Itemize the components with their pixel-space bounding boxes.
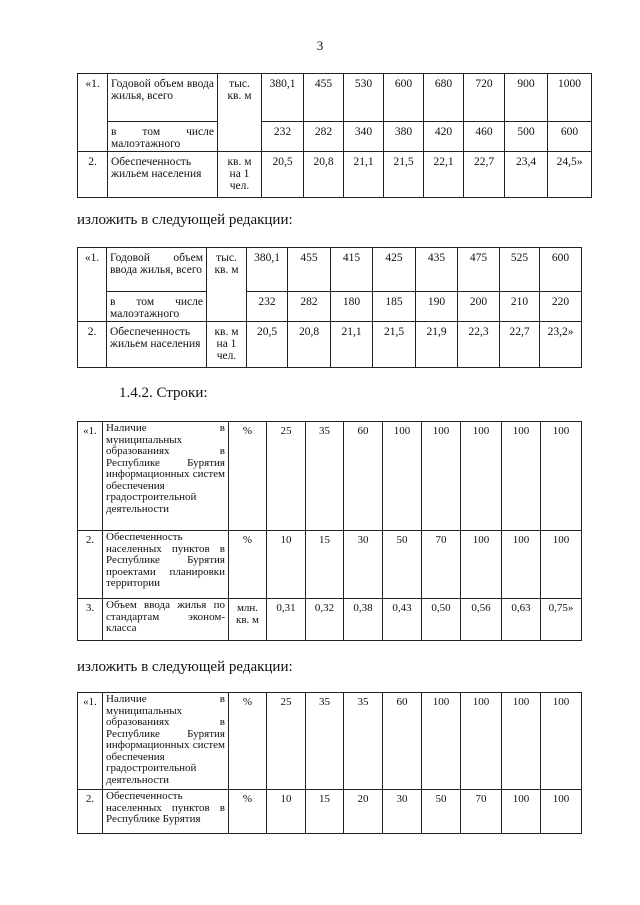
cell-value: 0,43 xyxy=(383,599,422,641)
cell-value: 0,31 xyxy=(267,599,306,641)
replace-heading-1: изложить в следующей редакции: xyxy=(77,212,293,228)
cell-value: 22,1 xyxy=(424,152,464,198)
row-name: Обеспеченность жильем населения xyxy=(108,152,218,198)
cell-value: 100 xyxy=(541,422,582,531)
table-row xyxy=(78,322,582,368)
row-unit: тыс. кв. м xyxy=(218,74,262,152)
cell-value: 15 xyxy=(306,531,344,599)
cell-value: 35 xyxy=(344,693,383,790)
cell-value: 21,5 xyxy=(384,152,424,198)
table-row xyxy=(78,292,582,322)
cell-value: 380 xyxy=(384,122,424,152)
row-name: Годовой объем ввода жилья, всего xyxy=(108,74,218,122)
cell-value: 22,7 xyxy=(464,152,505,198)
cell-value: 20 xyxy=(344,790,383,834)
cell-value: 0,63 xyxy=(502,599,541,641)
row-name: в том числе малоэтажного xyxy=(107,292,207,322)
cell-value: 100 xyxy=(461,531,502,599)
cell-value: 0,32 xyxy=(306,599,344,641)
cell-value: 20,5 xyxy=(247,322,288,368)
cell-value: 21,5 xyxy=(373,322,416,368)
row-number: 2. xyxy=(78,790,103,834)
cell-value: 530 xyxy=(344,74,384,122)
cell-value: 600 xyxy=(540,248,582,292)
table-4 xyxy=(77,692,582,834)
section-heading: 1.4.2. Строки: xyxy=(119,385,208,401)
cell-value: 210 xyxy=(500,292,540,322)
cell-value: 900 xyxy=(505,74,548,122)
cell-value: 30 xyxy=(344,531,383,599)
cell-value: 100 xyxy=(541,693,582,790)
row-name: в том числе малоэтажного xyxy=(108,122,218,152)
cell-value: 100 xyxy=(502,693,541,790)
row-number: 3. xyxy=(78,599,103,641)
cell-value: 100 xyxy=(422,422,461,531)
cell-value: 21,1 xyxy=(331,322,373,368)
table-row xyxy=(78,74,592,122)
cell-value: 100 xyxy=(502,531,541,599)
cell-value: 380,1 xyxy=(247,248,288,292)
cell-value: 425 xyxy=(373,248,416,292)
table-row xyxy=(78,599,582,641)
cell-value: 340 xyxy=(344,122,384,152)
cell-value: 500 xyxy=(505,122,548,152)
cell-value: 22,3 xyxy=(458,322,500,368)
cell-value: 30 xyxy=(383,790,422,834)
cell-value: 200 xyxy=(458,292,500,322)
cell-value: 455 xyxy=(288,248,331,292)
cell-value: 20,5 xyxy=(262,152,304,198)
row-unit: % xyxy=(229,790,267,834)
row-unit: % xyxy=(229,693,267,790)
cell-value: 20,8 xyxy=(288,322,331,368)
cell-value: 455 xyxy=(304,74,344,122)
cell-value: 185 xyxy=(373,292,416,322)
cell-value: 10 xyxy=(267,790,306,834)
cell-value: 282 xyxy=(304,122,344,152)
cell-value: 70 xyxy=(461,790,502,834)
cell-value: 220 xyxy=(540,292,582,322)
cell-value: 21,1 xyxy=(344,152,384,198)
cell-value: 435 xyxy=(416,248,458,292)
cell-value: 190 xyxy=(416,292,458,322)
page-number: 3 xyxy=(316,38,324,53)
row-name: Обеспеченность населенных пунктов в Республике Бурятия проектами планировки территории xyxy=(103,531,229,599)
cell-value: 22,7 xyxy=(500,322,540,368)
row-name: Объем ввода жилья по стандартам эконом-класса xyxy=(103,599,229,641)
cell-value: 100 xyxy=(541,531,582,599)
cell-value: 525 xyxy=(500,248,540,292)
cell-value: 21,9 xyxy=(416,322,458,368)
row-number: «1. xyxy=(78,693,103,790)
cell-value: 475 xyxy=(458,248,500,292)
cell-value: 720 xyxy=(464,74,505,122)
row-name: Обеспеченность населенных пунктов в Республике Бурятия xyxy=(103,790,229,834)
row-number: 2. xyxy=(78,531,103,599)
cell-value: 100 xyxy=(461,693,502,790)
table-2 xyxy=(77,247,582,368)
row-name: Наличие в муниципальных образованиях в Республике Бурятия информационных систем обеспечения градостроительной деятельности xyxy=(103,693,229,790)
row-name: Годовой объем ввода жилья, всего xyxy=(107,248,207,292)
cell-value: 35 xyxy=(306,693,344,790)
row-number: 2. xyxy=(78,322,107,368)
cell-value: 1000 xyxy=(548,74,592,122)
cell-value: 25 xyxy=(267,693,306,790)
cell-value: 100 xyxy=(461,422,502,531)
cell-value: 20,8 xyxy=(304,152,344,198)
row-unit: % xyxy=(229,422,267,531)
cell-value: 420 xyxy=(424,122,464,152)
table-row xyxy=(78,531,582,599)
cell-value: 60 xyxy=(383,693,422,790)
table-1 xyxy=(77,73,592,198)
cell-value: 380,1 xyxy=(262,74,304,122)
cell-value: 460 xyxy=(464,122,505,152)
cell-value: 100 xyxy=(541,790,582,834)
cell-value: 282 xyxy=(288,292,331,322)
table-row xyxy=(78,122,592,152)
row-number: «1. xyxy=(78,248,107,322)
cell-value: 680 xyxy=(424,74,464,122)
row-unit: кв. м на 1 чел. xyxy=(218,152,262,198)
cell-value: 0,38 xyxy=(344,599,383,641)
cell-value: 15 xyxy=(306,790,344,834)
cell-value: 100 xyxy=(383,422,422,531)
cell-value: 10 xyxy=(267,531,306,599)
cell-value: 100 xyxy=(422,693,461,790)
table-row xyxy=(78,422,582,531)
cell-value: 60 xyxy=(344,422,383,531)
cell-value: 415 xyxy=(331,248,373,292)
table-row xyxy=(78,152,592,198)
cell-value: 0,75» xyxy=(541,599,582,641)
row-number: «1. xyxy=(78,422,103,531)
cell-value: 100 xyxy=(502,790,541,834)
row-unit: млн. кв. м xyxy=(229,599,267,641)
cell-value: 232 xyxy=(262,122,304,152)
cell-value: 0,56 xyxy=(461,599,502,641)
table-row xyxy=(78,693,582,790)
row-number: 2. xyxy=(78,152,108,198)
cell-value: 25 xyxy=(267,422,306,531)
cell-value: 23,4 xyxy=(505,152,548,198)
cell-value: 180 xyxy=(331,292,373,322)
cell-value: 50 xyxy=(422,790,461,834)
row-name: Наличие в муниципальных образованиях в Республике Бурятия информационных систем обеспечения градостроительной деятельности xyxy=(103,422,229,531)
cell-value: 600 xyxy=(548,122,592,152)
table-row xyxy=(78,248,582,292)
table-row xyxy=(78,790,582,834)
replace-heading-2: изложить в следующей редакции: xyxy=(77,659,293,675)
cell-value: 100 xyxy=(502,422,541,531)
cell-value: 0,50 xyxy=(422,599,461,641)
row-unit: кв. м на 1 чел. xyxy=(207,322,247,368)
row-name: Обеспеченность жильем населения xyxy=(107,322,207,368)
cell-value: 232 xyxy=(247,292,288,322)
row-number: «1. xyxy=(78,74,108,152)
cell-value: 70 xyxy=(422,531,461,599)
row-unit: тыс. кв. м xyxy=(207,248,247,322)
cell-value: 23,2» xyxy=(540,322,582,368)
cell-value: 600 xyxy=(384,74,424,122)
table-3 xyxy=(77,421,582,641)
cell-value: 50 xyxy=(383,531,422,599)
row-unit: % xyxy=(229,531,267,599)
cell-value: 24,5» xyxy=(548,152,592,198)
cell-value: 35 xyxy=(306,422,344,531)
